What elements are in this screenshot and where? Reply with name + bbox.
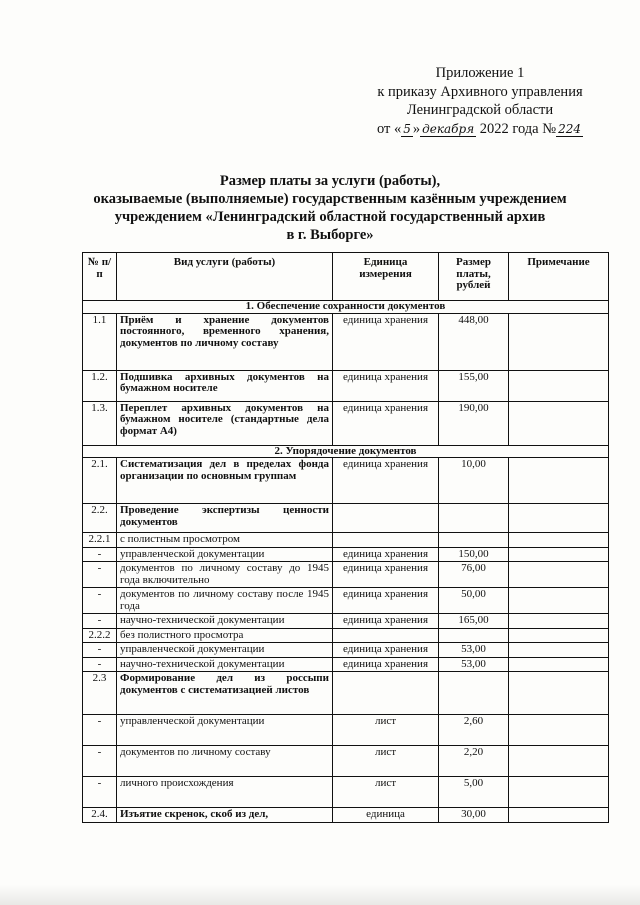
annex-line-3: Ленинградской области — [406, 102, 554, 118]
table-row — [83, 504, 609, 533]
table-row — [83, 401, 609, 445]
row-unit: единица хранения — [333, 643, 439, 658]
row-note — [509, 533, 609, 548]
header-note: Примечание — [509, 253, 609, 301]
table-row — [83, 458, 609, 504]
row-num: - — [83, 777, 117, 808]
row-unit — [333, 628, 439, 643]
row-num: - — [83, 643, 117, 658]
row-unit: единица хранения — [333, 458, 439, 504]
title-line-1: Размер платы за услуги (работы), — [219, 173, 441, 189]
row-price: 10,00 — [439, 458, 509, 504]
row-note — [509, 808, 609, 823]
table-row — [83, 746, 609, 777]
row-num: 2.1. — [83, 458, 117, 504]
row-name: управленческой документации — [117, 715, 333, 746]
row-note — [509, 562, 609, 588]
row-price: 165,00 — [439, 614, 509, 629]
row-note — [509, 643, 609, 658]
row-unit: лист — [333, 777, 439, 808]
row-note — [509, 458, 609, 504]
header-price: Размер платы, рублей — [439, 253, 509, 301]
row-price: 448,00 — [439, 313, 509, 370]
row-name: Подшивка архивных документов на бумажном носителе — [117, 370, 333, 401]
table-row — [83, 588, 609, 614]
row-num: 2.2. — [83, 504, 117, 533]
row-note — [509, 777, 609, 808]
handwritten-month: декабря — [422, 121, 475, 136]
section-title-2: 2. Упорядочение документов — [83, 445, 609, 458]
row-note — [509, 401, 609, 445]
row-price: 150,00 — [439, 547, 509, 562]
row-note — [509, 313, 609, 370]
row-num: 2.2.2 — [83, 628, 117, 643]
header-unit: Единица измерения — [333, 253, 439, 301]
annex-block — [340, 64, 620, 138]
row-unit: единица хранения — [333, 370, 439, 401]
row-note — [509, 547, 609, 562]
annex-date-line — [340, 120, 620, 139]
row-unit: единица хранения — [333, 657, 439, 672]
row-num: 2.3 — [83, 672, 117, 715]
row-name: документов по личному составу — [117, 746, 333, 777]
row-unit: лист — [333, 715, 439, 746]
table-row — [83, 672, 609, 715]
annex-line-1: Приложение 1 — [435, 65, 525, 81]
row-num: - — [83, 547, 117, 562]
title-line-4: в г. Выборге» — [286, 227, 374, 243]
row-name: с полистным просмотром — [117, 533, 333, 548]
row-name: управленческой документации — [117, 547, 333, 562]
row-unit: единица хранения — [333, 401, 439, 445]
section-row — [83, 445, 609, 458]
table-row — [83, 808, 609, 823]
row-unit: лист — [333, 746, 439, 777]
table-row — [83, 628, 609, 643]
annex-line-2: к приказу Архивного управления — [377, 83, 583, 100]
table-row — [83, 370, 609, 401]
row-price — [439, 533, 509, 548]
row-unit: единица хранения — [333, 547, 439, 562]
row-price: 155,00 — [439, 370, 509, 401]
row-name: Переплет архивных документов на бумажном носителе (стандартные дела формат А4) — [117, 401, 333, 445]
header-num: № п/п — [83, 253, 117, 301]
row-name: научно-технической документации — [117, 614, 333, 629]
row-unit: единица хранения — [333, 588, 439, 614]
section-title-1: 1. Обеспечение сохранности документов — [83, 301, 609, 314]
row-note — [509, 715, 609, 746]
title-line-2: оказываемые (выполняемые) государственным казённым учреждением — [93, 191, 567, 207]
row-note — [509, 614, 609, 629]
row-price — [439, 504, 509, 533]
header-name: Вид услуги (работы) — [117, 253, 333, 301]
title-line-3: учреждением «Ленинградский областной государственный архив — [114, 209, 546, 225]
table-row — [83, 547, 609, 562]
row-name: Формирование дел из россыпи документов с систематизацией листов — [117, 672, 333, 715]
table-row — [83, 643, 609, 658]
table-row — [83, 562, 609, 588]
row-name: Проведение экспертизы ценности документов — [117, 504, 333, 533]
row-note — [509, 504, 609, 533]
table-header-row — [83, 253, 609, 301]
row-price: 53,00 — [439, 643, 509, 658]
row-name: без полистного просмотра — [117, 628, 333, 643]
row-note — [509, 370, 609, 401]
row-num: - — [83, 614, 117, 629]
row-unit: единица — [333, 808, 439, 823]
row-num: 1.3. — [83, 401, 117, 445]
table-row — [83, 777, 609, 808]
row-note — [509, 746, 609, 777]
row-name: документов по личному составу после 1945 года — [117, 588, 333, 614]
row-num: 1.2. — [83, 370, 117, 401]
row-unit: единица хранения — [333, 614, 439, 629]
row-name: Изъятие скренок, скоб из дел, — [117, 808, 333, 823]
section-row — [83, 301, 609, 314]
row-unit: единица хранения — [333, 562, 439, 588]
row-price: 50,00 — [439, 588, 509, 614]
year-text: 2022 года № — [479, 120, 557, 137]
row-num: - — [83, 746, 117, 777]
row-price: 30,00 — [439, 808, 509, 823]
scan-bottom-edge — [0, 885, 640, 905]
row-name: научно-технической документации — [117, 657, 333, 672]
row-price — [439, 628, 509, 643]
row-price — [439, 672, 509, 715]
row-name: Приём и хранение документов постоянного, временного хранения, документов по личному составу — [117, 313, 333, 370]
row-num: - — [83, 588, 117, 614]
row-note — [509, 628, 609, 643]
row-num: 2.4. — [83, 808, 117, 823]
table-row — [83, 313, 609, 370]
row-num: - — [83, 715, 117, 746]
price-table — [82, 252, 609, 823]
table-row — [83, 657, 609, 672]
row-num: 2.2.1 — [83, 533, 117, 548]
row-name: управленческой документации — [117, 643, 333, 658]
row-unit: единица хранения — [333, 313, 439, 370]
row-unit — [333, 533, 439, 548]
row-note — [509, 588, 609, 614]
row-num: 1.1 — [83, 313, 117, 370]
row-note — [509, 672, 609, 715]
table-row — [83, 715, 609, 746]
handwritten-day: 5 — [403, 121, 411, 136]
row-price: 190,00 — [439, 401, 509, 445]
row-price: 5,00 — [439, 777, 509, 808]
row-name: личного происхождения — [117, 777, 333, 808]
row-num: - — [83, 657, 117, 672]
table-row — [83, 533, 609, 548]
row-unit — [333, 504, 439, 533]
date-prefix: от « — [376, 120, 402, 137]
row-price: 2,20 — [439, 746, 509, 777]
row-note — [509, 657, 609, 672]
row-unit — [333, 672, 439, 715]
handwritten-number: 224 — [558, 121, 581, 136]
row-price: 76,00 — [439, 562, 509, 588]
row-price: 2,60 — [439, 715, 509, 746]
document-title — [40, 172, 620, 244]
row-name: документов по личному составу до 1945 года включительно — [117, 562, 333, 588]
row-price: 53,00 — [439, 657, 509, 672]
row-num: - — [83, 562, 117, 588]
row-name: Систематизация дел в пределах фонда организации по основным группам — [117, 458, 333, 504]
table-row — [83, 614, 609, 629]
quote-close: » — [412, 120, 421, 137]
